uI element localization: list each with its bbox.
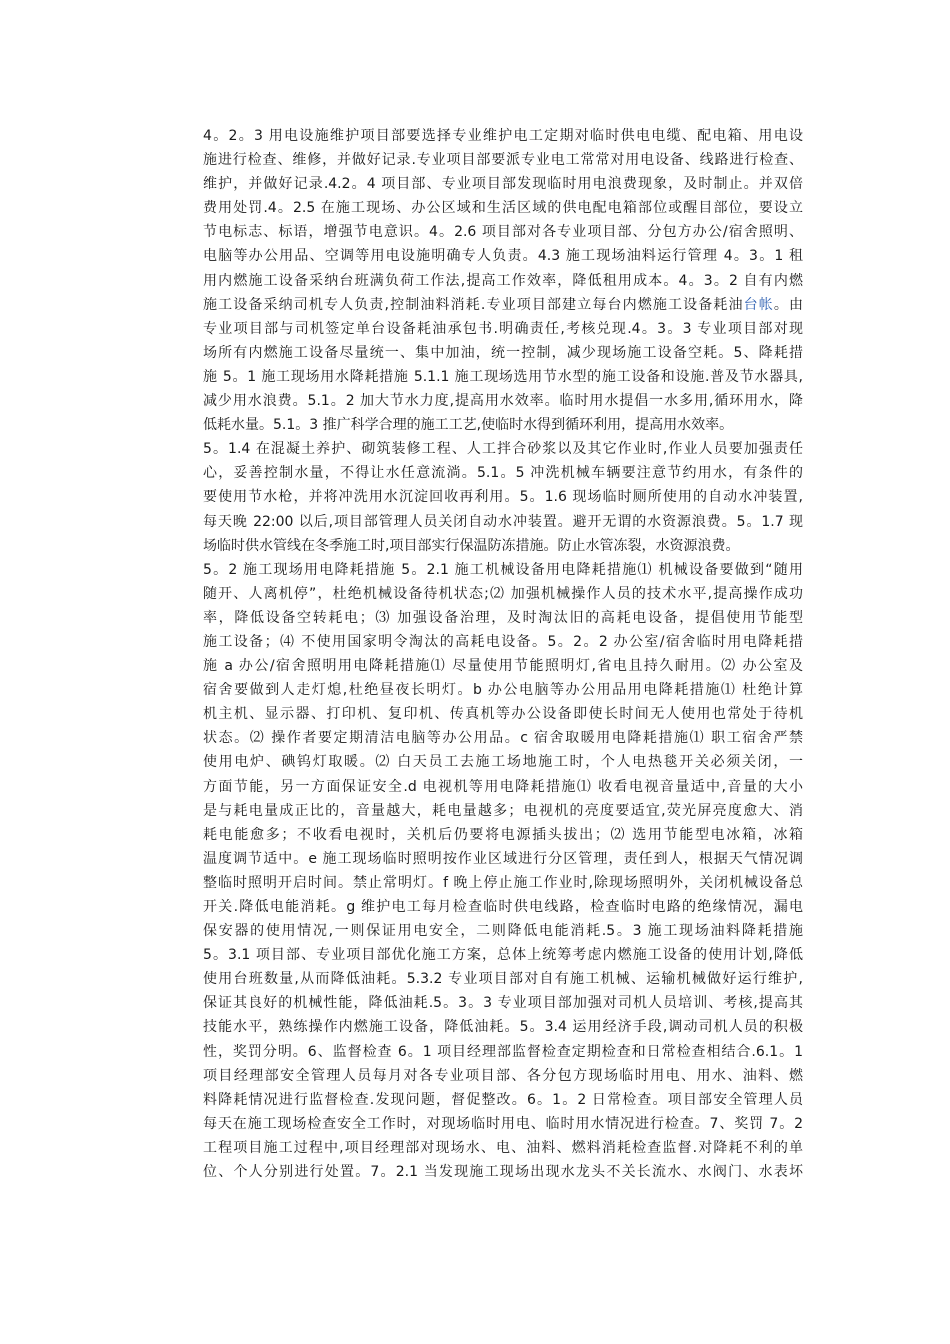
text-line: 耗电能愈多；不收看电视时，关机后仍要将电源插头拔出；⑵ 选用节能型电冰箱，冰箱 (203, 826, 803, 843)
text-line: 整临时照明开启时间。禁止常明灯。f 晚上停止施工作业时,除现场照明外，关闭机械设备总 (203, 874, 803, 891)
text-line: 电脑等办公用品、空调等用电设施明确专人负责。4.3 施工现场油料运行管理 4。3。1 租 (203, 248, 803, 265)
text-line: 施 a 办公/宿舍照明用电降耗措施⑴ 尽量使用节能照明灯,省电且持久耐用。⑵ 办公室及 (203, 658, 803, 675)
text-line: 随开、人离机停”，杜绝机械设备待机状态;⑵ 加强机械操作人员的技术水平,提高操作成功 (203, 585, 803, 602)
text-line: 专业项目部与司机签定单台设备耗油承包书.明确责任,考核兑现.4。3。3 专业项目部对现 (203, 320, 803, 337)
text-line: 宿舍要做到人走灯熄,杜绝昼夜长明灯。b 办公电脑等办公用品用电降耗措施⑴ 杜绝计算 (203, 682, 803, 699)
text-segment: 施工设备采纳司机专人负责,控制油料消耗.专业项目部建立每台内燃施工设备耗油 (203, 296, 744, 313)
text-line: 技能水平，熟练操作内燃施工设备，降低油耗。5。3.4 运用经济手段,调动司机人员的积极 (203, 1019, 803, 1036)
text-line: 场所有内燃施工设备尽量统一、集中加油，统一控制，减少现场施工设备空耗。5、降耗措 (203, 344, 803, 361)
text-segment: 。由 (773, 296, 803, 313)
text-line: 温度调节适中。e 施工现场临时照明按作业区域进行分区管理，责任到人，根据天气情况调 (203, 850, 803, 867)
text-line: 使用电炉、碘钨灯取暖。⑵ 白天员工去施工场地施工时，个人电热毯开关必须关闭，一 (203, 754, 803, 771)
text-line: 状态。⑵ 操作者要定期清洁电脑等办公用品。c 宿舍取暖用电降耗措施⑴ 职工宿舍严禁 (203, 730, 803, 747)
text-line: 施工设备；⑷ 不使用国家明令淘汰的高耗电设备。5。2。2 办公室/宿舍临时用电降耗措 (203, 633, 803, 650)
text-line: 开关.降低电能消耗。g 维护电工每月检查临时供电线路，检查临时电路的绝缘情况，漏电 (203, 899, 803, 915)
text-line: 要使用节水枪，并将冲洗用水沉淀回收再利用。5。1.6 现场临时厕所使用的自动水冲装置, (203, 489, 803, 506)
text-line: 每天晚 22:00 以后,项目部管理人员关闭自动水冲装置。避开无谓的水资源浪费。5。1.7 现 (203, 513, 803, 530)
text-line: 4。2。3 用电设施维护项目部要选择专业维护电工定期对临时供电电缆、配电箱、用电设 (203, 128, 803, 144)
text-line: 费用处罚.4。2.5 在施工现场、办公区域和生活区域的供电配电箱部位或醒目部位，要设立 (203, 200, 803, 217)
text-line: 施进行检查、维修，并做好记录.专业项目部要派专业电工常常对用电设备、线路进行检查、 (203, 152, 803, 169)
text-line: 场临时供水管线在冬季施工时,项目部实行保温防冻措施。防止水管冻裂，水资源浪费。 (203, 537, 740, 554)
text-line: 是与耗电量成正比的，音量越大，耗电量越多；电视机的亮度要适宜,荧光屏亮度愈大、消 (203, 802, 803, 819)
text-line: 率，降低设备空转耗电；⑶ 加强设备治理，及时淘汰旧的高耗电设备，提倡使用节能型 (203, 609, 803, 626)
document-body (203, 124, 803, 1184)
text-line: 位、个人分别进行处置。7。2.1 当发现施工现场出现水龙头不关长流水、水阀门、水表坏 (203, 1164, 803, 1181)
text-line: 减少用水浪费。5.1。2 加大节水力度,提高用水效率。临时用水提倡一水多用,循环用水，降 (203, 393, 803, 410)
text-line: 维护，并做好记录.4.2。4 项目部、专业项目部发现临时用电浪费现象，及时制止。并双倍 (203, 176, 803, 193)
text-line: 5。1.4 在混凝土养护、砌筑装修工程、人工拌合砂浆以及其它作业时,作业人员要加强责任 (203, 441, 803, 458)
text-line: 低耗水量。5.1。3 推广科学合理的施工工艺,使临时水得到循环利用，提高用水效率。 (203, 417, 734, 434)
text-line: 料降耗情况进行监督检查.发现问题，督促整改。6。1。2 日常检查。项目部安全管理人员 (203, 1091, 803, 1108)
text-line: 5。2 施工现场用电降耗措施 5。2.1 施工机械设备用电降耗措施⑴ 机械设备要做到“随用 (203, 561, 803, 578)
text-line: 项目经理部安全管理人员每月对各专业项目部、各分包方现场临时用电、用水、油料、燃 (203, 1067, 803, 1084)
ledger-link[interactable]: 台帐 (743, 296, 774, 313)
text-line: 节电标志、标语，增强节电意识。4。2.6 项目部对各专业项目部、分包方办公/宿舍照明、 (203, 224, 803, 241)
text-line: 施 5。1 施工现场用水降耗措施 5.1.1 施工现场选用节水型的施工设备和设施.普及节水器具, (203, 368, 803, 385)
text-line: 性，奖罚分明。6、监督检查 6。1 项目经理部监督检查定期检查和日常检查相结合.6.1。1 (203, 1043, 803, 1060)
text-line: 机主机、显示器、打印机、复印机、传真机等办公设备即使长时间无人使用也常处于待机 (203, 706, 803, 723)
text-line (203, 293, 803, 317)
text-line: 用内燃施工设备采纳台班满负荷工作法,提高工作效率，降低租用成本。4。3。2 自有内燃 (203, 272, 803, 289)
text-line: 保安器的使用情况,一则保证用电安全，二则降低电能消耗.5。3 施工现场油料降耗措施 (203, 923, 803, 940)
text-line: 每天在施工现场检查安全工作时，对现场临时用电、临时用水情况进行检查。7、奖罚 7。2 (203, 1115, 803, 1132)
text-line: 5。3.1 项目部、专业项目部优化施工方案，总体上统筹考虑内燃施工设备的使用计划,降低 (203, 947, 803, 964)
text-line: 心，妥善控制水量，不得让水任意流淌。5.1。5 冲洗机械车辆要注意节约用水，有条件的 (203, 465, 803, 482)
text-line: 工程项目施工过程中,项目经理部对现场水、电、油料、燃料消耗检查监督.对降耗不利的单 (203, 1139, 803, 1156)
text-line: 方面节能，另一方面保证安全.d 电视机等用电降耗措施⑴ 收看电视音量适中,音量的大小 (203, 778, 803, 795)
text-line: 使用台班数量,从而降低油耗。5.3.2 专业项目部对自有施工机械、运输机械做好运行维护, (203, 971, 803, 988)
text-line: 保证其良好的机械性能，降低油耗.5。3。3 专业项目部加强对司机人员培训、考核,提高其 (203, 995, 803, 1012)
